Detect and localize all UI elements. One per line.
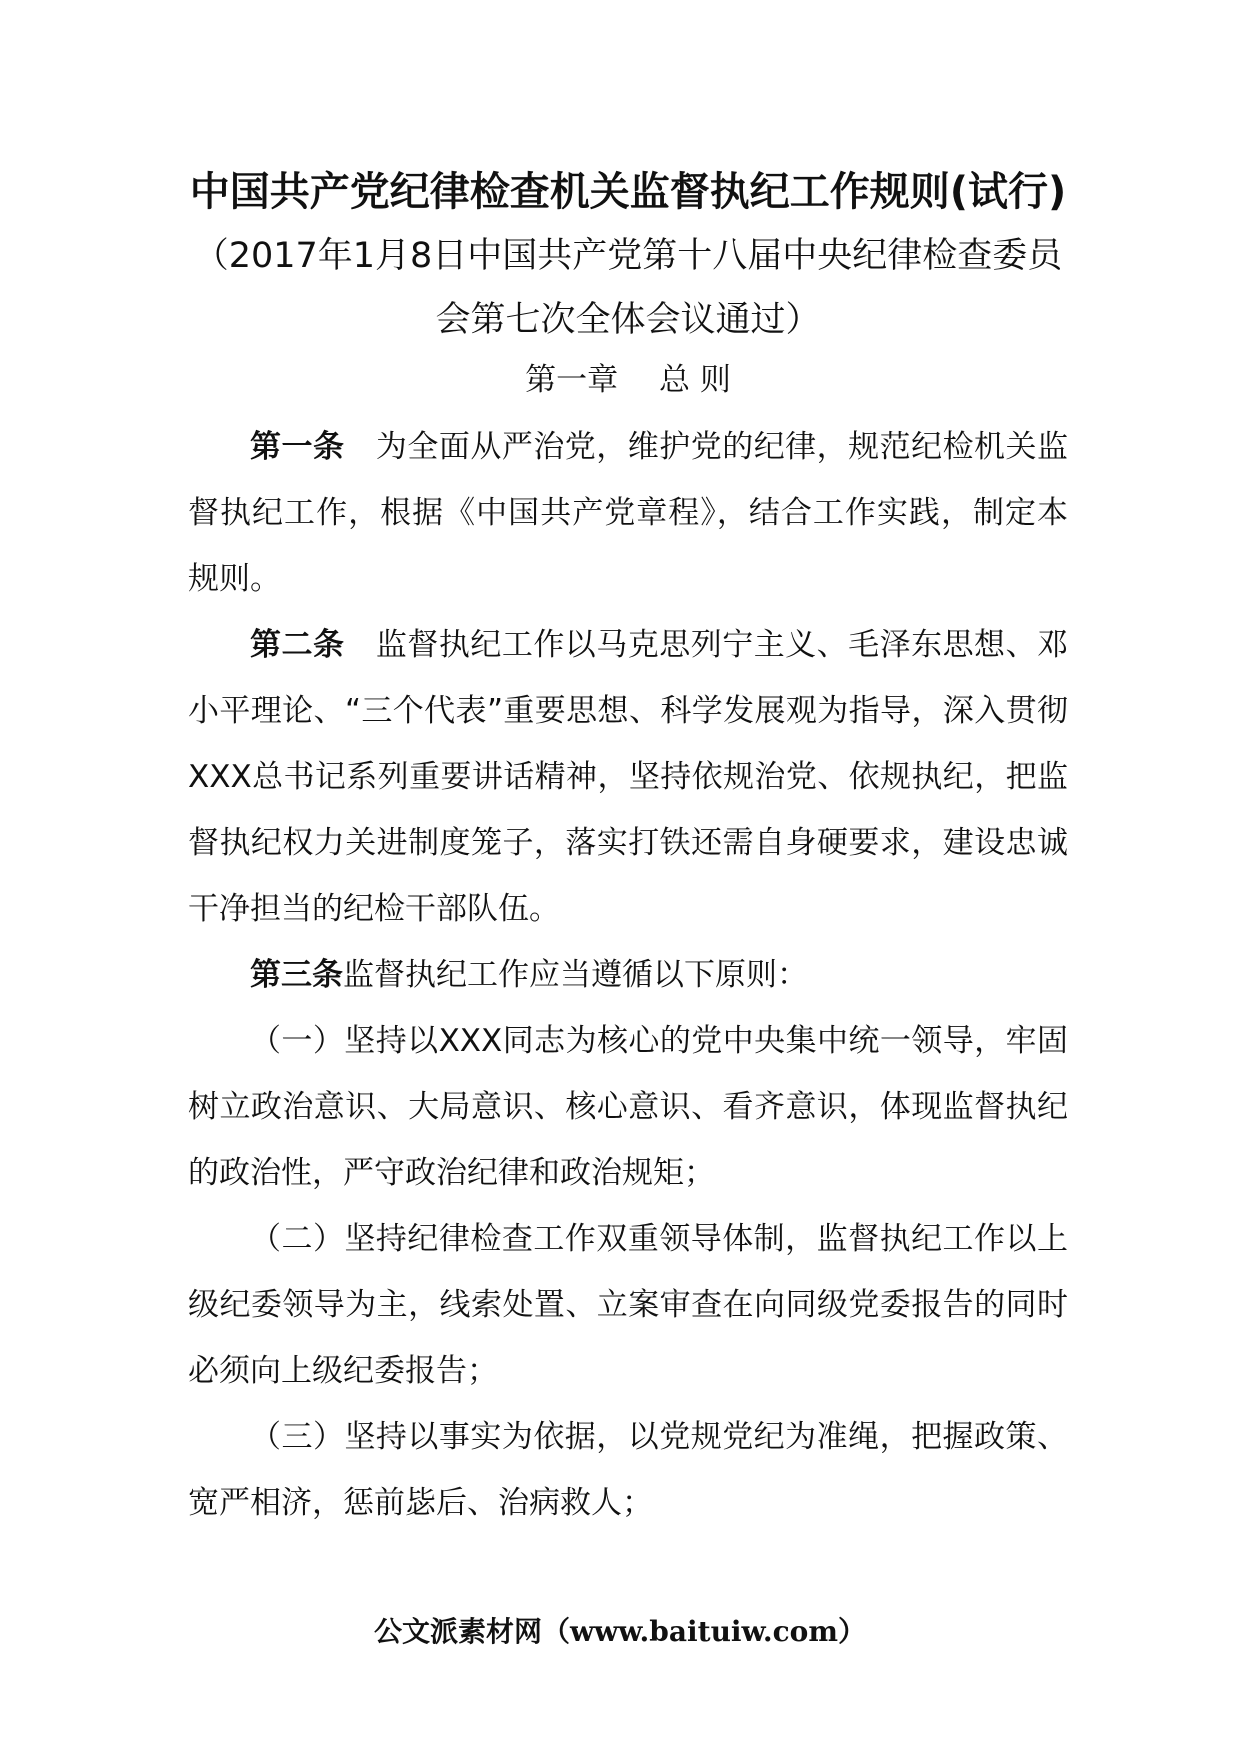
article-1-lead: 第一条	[250, 429, 345, 465]
article-3-text: 监督执纪工作应当遵循以下原则：	[343, 957, 808, 993]
article-1	[188, 414, 1068, 612]
chapter-heading: 第一章 总 则	[525, 362, 731, 398]
document-title: 中国共产党纪律检查机关监督执纪工作规则(试行)	[189, 169, 1067, 215]
document-page	[188, 160, 1068, 1536]
principle-2: （二）坚持纪律检查工作双重领导体制，监督执纪工作以上级纪委领导为主，线索处置、立案审查在向同级党委报告的同时必须向上级纪委报告；	[188, 1221, 1068, 1389]
footer-source: 公文派素材网（www.baituiw.com）	[374, 1615, 866, 1648]
document-subtitle: （2017年1月8日中国共产党第十八届中央纪律检查委员会第七次全体会议通过）	[193, 236, 1063, 340]
article-2-text: 监督执纪工作以马克思列宁主义、毛泽东思想、邓小平理论、“三个代表”重要思想、科学发展观为指导，深入贯彻XXX总书记系列重要讲话精神，坚持依规治党、依规执纪，把监督执纪权力关进制度笼子，落实打铁还需自身硬要求，建设忠诚干净担当的纪检干部队伍。	[188, 627, 1069, 927]
article-3	[188, 942, 1068, 1008]
article-2-lead: 第二条	[250, 627, 345, 663]
article-2	[188, 612, 1068, 942]
article-3-lead: 第三条	[250, 957, 343, 993]
principle-3: （三）坚持以事实为依据，以党规党纪为准绳，把握政策、宽严相济，惩前毖后、治病救人；	[188, 1419, 1068, 1521]
principle-1: （一）坚持以XXX同志为核心的党中央集中统一领导，牢固树立政治意识、大局意识、核心意识、看齐意识，体现监督执纪的政治性，严守政治纪律和政治规矩；	[188, 1023, 1068, 1191]
article-1-text: 为全面从严治党，维护党的纪律，规范纪检机关监督执纪工作，根据《中国共产党章程》，结合工作实践，制定本规则。	[188, 429, 1069, 597]
